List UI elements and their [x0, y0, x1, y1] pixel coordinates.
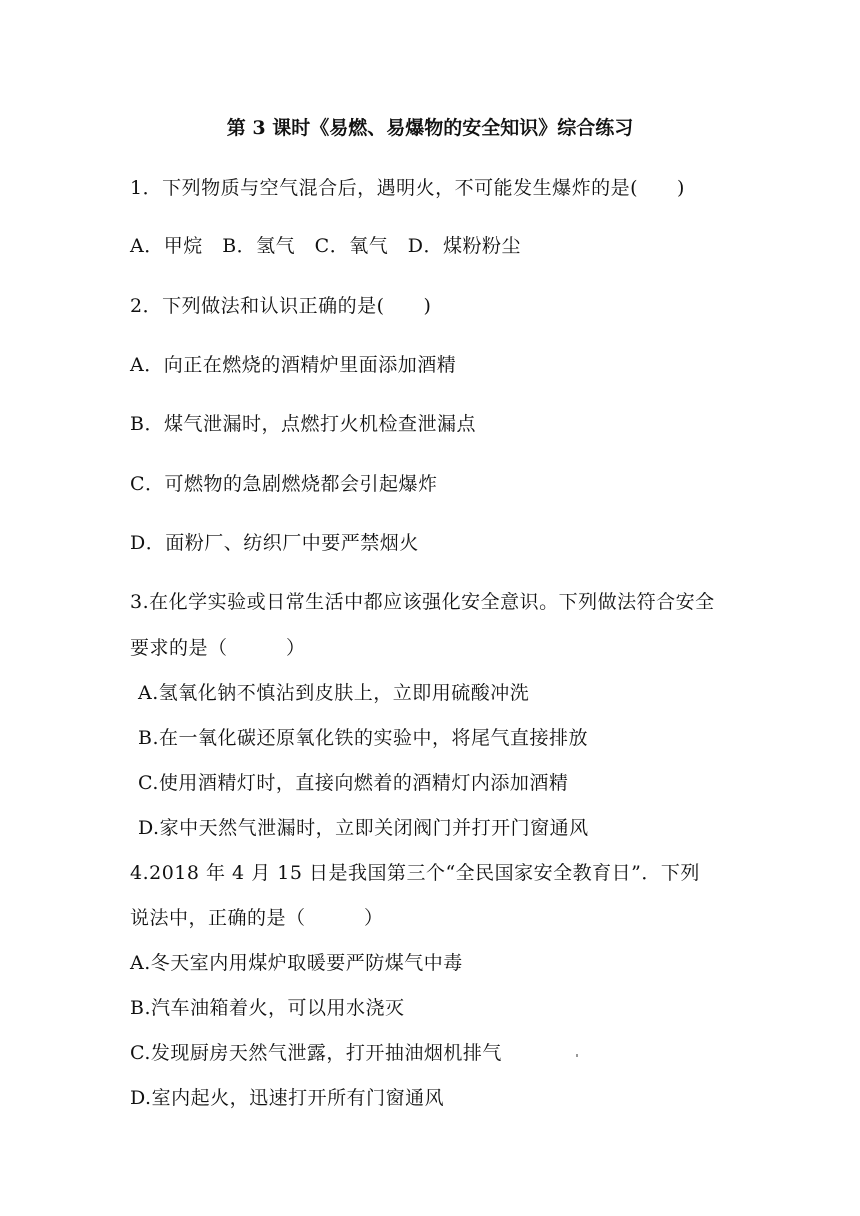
question-3-option-c: C.使用酒精灯时，直接向燃着的酒精灯内添加酒精	[138, 772, 569, 794]
question-1-stem: 1．下列物质与空气混合后，遇明火，不可能发生爆炸的是( )	[130, 177, 685, 199]
question-3-option-d: D.家中天然气泄漏时，立即关闭阀门并打开门窗通风	[138, 817, 589, 839]
question-4-stem-line-2: 说法中，正确的是（ ）	[130, 907, 384, 929]
question-1-options: A．甲烷 B．氢气 C．氧气 D．煤粉粉尘	[130, 235, 521, 257]
question-3-option-a: A.氢氧化钠不慎沾到皮肤上，立即用硫酸冲洗	[138, 682, 530, 704]
question-4-option-d: D.室内起火，迅速打开所有门窗通风	[130, 1087, 445, 1109]
question-2-option-d: D．面粉厂、纺织厂中要严禁烟火	[130, 532, 419, 554]
question-4-stem-line-1: 4.2018 年 4 月 15 日是我国第三个“全民国家安全教育日”．下列	[130, 862, 700, 884]
question-2-option-c: C．可燃物的急剧燃烧都会引起爆炸	[130, 473, 438, 495]
question-4-option-a: A.冬天室内用煤炉取暖要严防煤气中毒	[130, 952, 463, 974]
question-2-stem: 2．下列做法和认识正确的是( )	[130, 295, 432, 317]
question-3-stem-line-2: 要求的是（ ）	[130, 637, 306, 659]
question-4-option-c: C.发现厨房天然气泄露，打开抽油烟机排气	[130, 1042, 502, 1064]
question-2-option-b: B．煤气泄漏时，点燃打火机检查泄漏点	[130, 413, 476, 435]
question-3-stem-line-1: 3.在化学实验或日常生活中都应该强化安全意识。下列做法符合安全	[130, 591, 715, 613]
question-4-option-b: B.汽车油箱着火，可以用水浇灭	[130, 997, 405, 1019]
question-2-option-a: A．向正在燃烧的酒精炉里面添加酒精	[130, 354, 457, 376]
question-3-option-b: B.在一氧化碳还原氧化铁的实验中，将尾气直接排放	[138, 727, 589, 749]
scan-speck	[576, 1054, 578, 1057]
document-title: 第 3 课时《易燃、易爆物的安全知识》综合练习	[226, 117, 634, 139]
